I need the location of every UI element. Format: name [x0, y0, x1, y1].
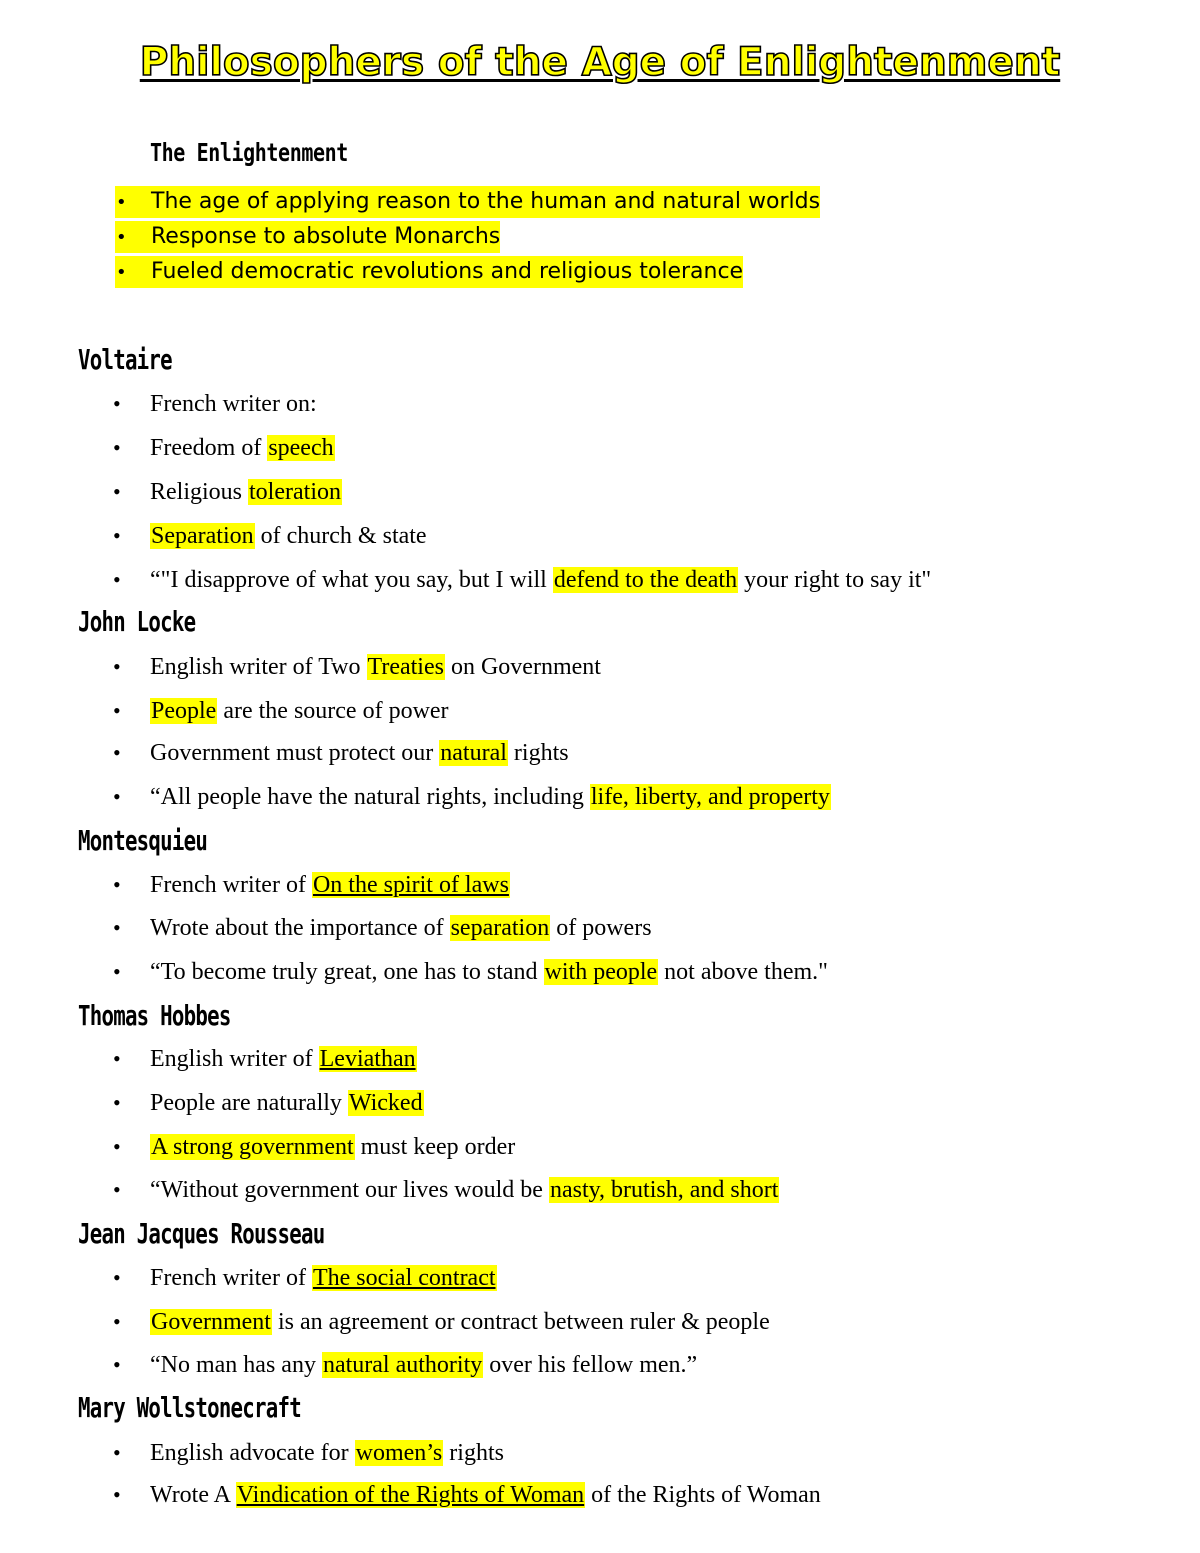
bullet-icon: • [113, 1352, 121, 1377]
list-item-text [150, 1130, 515, 1164]
list-item-text [150, 1478, 821, 1512]
bullet-icon: • [113, 523, 121, 548]
item-text: English writer of [150, 1046, 319, 1072]
bullet-icon: • [113, 959, 121, 984]
highlight: toleration [249, 479, 341, 505]
item-text: not above them." [658, 959, 828, 985]
section-heading-montesquieu: Montesquieu [78, 824, 208, 857]
item-text: “All people have the natural rights, including [150, 784, 590, 810]
bullet-icon: • [113, 872, 121, 897]
item-text: People are naturally [150, 1090, 348, 1116]
bullet-icon: • [113, 740, 121, 765]
bullet-icon: • [113, 1134, 121, 1159]
highlight: defend to the death [553, 567, 738, 593]
bullet-icon: • [113, 391, 121, 416]
list-item-text [150, 1173, 779, 1207]
intro-item-text: Response to absolute Monarchs [151, 224, 501, 249]
highlight: separation [450, 915, 550, 941]
item-text: English writer of Two [150, 654, 367, 680]
bullet-icon: • [116, 262, 127, 283]
list-item-text [150, 387, 317, 421]
highlight: life, liberty, and property [590, 784, 830, 810]
highlight: People [151, 698, 217, 724]
intro-heading: The Enlightenment [150, 138, 348, 167]
bullet-icon: • [113, 1090, 121, 1115]
list-item-text [150, 1086, 424, 1120]
highlight: speech [268, 435, 334, 461]
intro-item-text: Fueled democratic revolutions and religious tolerance [151, 259, 744, 284]
bullet-icon: • [113, 567, 121, 592]
intro-item [115, 221, 500, 253]
item-text: of powers [550, 915, 652, 941]
list-item-text [150, 475, 342, 509]
bullet-icon: • [113, 1177, 121, 1202]
item-text: French writer on: [150, 391, 317, 417]
section-heading-wollstonecraft: Mary Wollstonecraft [78, 1391, 301, 1424]
item-text: Government must protect our [150, 740, 440, 766]
bullet-icon: • [113, 1440, 121, 1465]
highlight: Wicked [348, 1090, 423, 1116]
book-title-highlight: On the spirit of laws [312, 872, 509, 898]
item-text: “"I disapprove of what you say, but I will [150, 567, 553, 593]
book-title-highlight: The social contract [312, 1265, 496, 1291]
highlight: nasty, brutish, and short [549, 1177, 779, 1203]
item-text: of the Rights of Woman [585, 1482, 821, 1508]
list-item-text [150, 694, 449, 728]
list-item-text [150, 650, 601, 684]
item-text: your right to say it" [738, 567, 932, 593]
bullet-icon: • [113, 1265, 121, 1290]
section-heading-voltaire: Voltaire [78, 343, 172, 376]
bullet-icon: • [113, 479, 121, 504]
section-heading-rousseau: Jean Jacques Rousseau [78, 1217, 325, 1250]
highlight: Separation [151, 523, 254, 549]
item-text: on Government [444, 654, 601, 680]
list-item-text [150, 1348, 697, 1382]
bullet-icon: • [116, 227, 127, 248]
highlight: with people [544, 959, 658, 985]
bullet-icon: • [113, 915, 121, 940]
item-text: Religious [150, 479, 249, 505]
list-item-text [150, 563, 931, 597]
list-item-text [150, 1436, 504, 1470]
item-text: Freedom of [150, 435, 268, 461]
bullet-icon: • [113, 698, 121, 723]
bullet-icon: • [116, 192, 127, 213]
item-text: Wrote about the importance of [150, 915, 450, 941]
list-item-text [150, 1261, 497, 1295]
list-item-text [150, 1042, 417, 1076]
item-text: French writer of [150, 872, 312, 898]
highlight: Government [151, 1309, 271, 1335]
highlight: natural [440, 740, 507, 766]
intro-item [115, 256, 743, 288]
list-item-text [150, 431, 335, 465]
section-heading-john-locke: John Locke [78, 605, 196, 638]
document-title [0, 40, 1200, 85]
list-item-text [150, 780, 831, 814]
item-text: is an agreement or contract between ruler & people [271, 1309, 770, 1335]
bullet-icon: • [113, 654, 121, 679]
bullet-icon: • [113, 1046, 121, 1071]
list-item-text [150, 911, 652, 945]
highlight: Treaties [367, 654, 444, 680]
bullet-icon: • [113, 435, 121, 460]
item-text: “To become truly great, one has to stand [150, 959, 544, 985]
highlight: A strong government [151, 1134, 354, 1160]
item-text: over his fellow men.” [483, 1352, 698, 1378]
book-title-highlight: Vindication of the Rights of Woman [236, 1482, 585, 1508]
list-item-text [150, 955, 828, 989]
list-item-text [150, 1305, 770, 1339]
list-item-text [150, 868, 510, 902]
list-item-text [150, 519, 427, 553]
list-item-text [150, 736, 569, 770]
item-text: must keep order [354, 1134, 516, 1160]
bullet-icon: • [113, 1482, 121, 1507]
item-text: “No man has any [150, 1352, 322, 1378]
item-text: of church & state [254, 523, 427, 549]
bullet-icon: • [113, 784, 121, 809]
highlight: women’s [355, 1440, 443, 1466]
intro-item [115, 186, 820, 218]
document-title-text: Philosophers of the Age of Enlightenment [139, 40, 1061, 85]
book-title-highlight: Leviathan [319, 1046, 416, 1072]
bullet-icon: • [113, 1309, 121, 1334]
section-heading-thomas-hobbes: Thomas Hobbes [78, 999, 231, 1032]
intro-item-text: The age of applying reason to the human and natural worlds [151, 189, 821, 214]
item-text: rights [507, 740, 569, 766]
highlight: natural authority [322, 1352, 483, 1378]
item-text: rights [443, 1440, 504, 1466]
item-text: French writer of [150, 1265, 312, 1291]
item-text: are the source of power [217, 698, 449, 724]
item-text: Wrote A [150, 1482, 236, 1508]
item-text: English advocate for [150, 1440, 355, 1466]
item-text: “Without government our lives would be [150, 1177, 549, 1203]
